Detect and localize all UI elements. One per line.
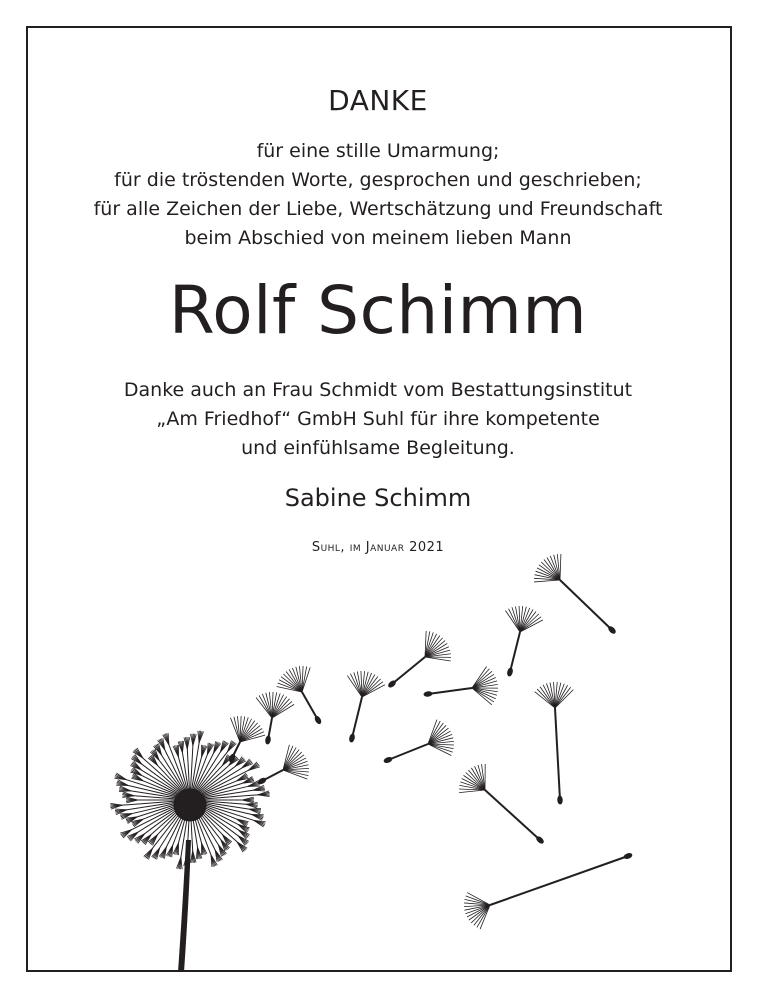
signature: Sabine Schimm [284, 484, 472, 512]
flying-seeds-icon [228, 554, 632, 929]
thanks-line: „Am Friedhof“ GmbH Suhl für ihre kompetente [156, 408, 600, 430]
intro-line: für alle Zeichen der Liebe, Wertschätzung und Freundschaft [93, 198, 663, 220]
place-date: Suhl, im Januar 2021 [311, 540, 445, 555]
thanks-line: und einfühlsame Begleitung. [241, 437, 515, 459]
intro-line: beim Abschied von meinem lieben Mann [184, 227, 572, 249]
intro-line: für die tröstenden Worte, gesprochen und geschrieben; [114, 169, 642, 191]
deceased-name: Rolf Schimm [168, 272, 588, 349]
heading: DANKE [328, 84, 428, 117]
intro-line: für eine stille Umarmung; [256, 140, 500, 162]
thanks-line: Danke auch an Frau Schmidt vom Bestattungsinstitut [123, 379, 633, 401]
